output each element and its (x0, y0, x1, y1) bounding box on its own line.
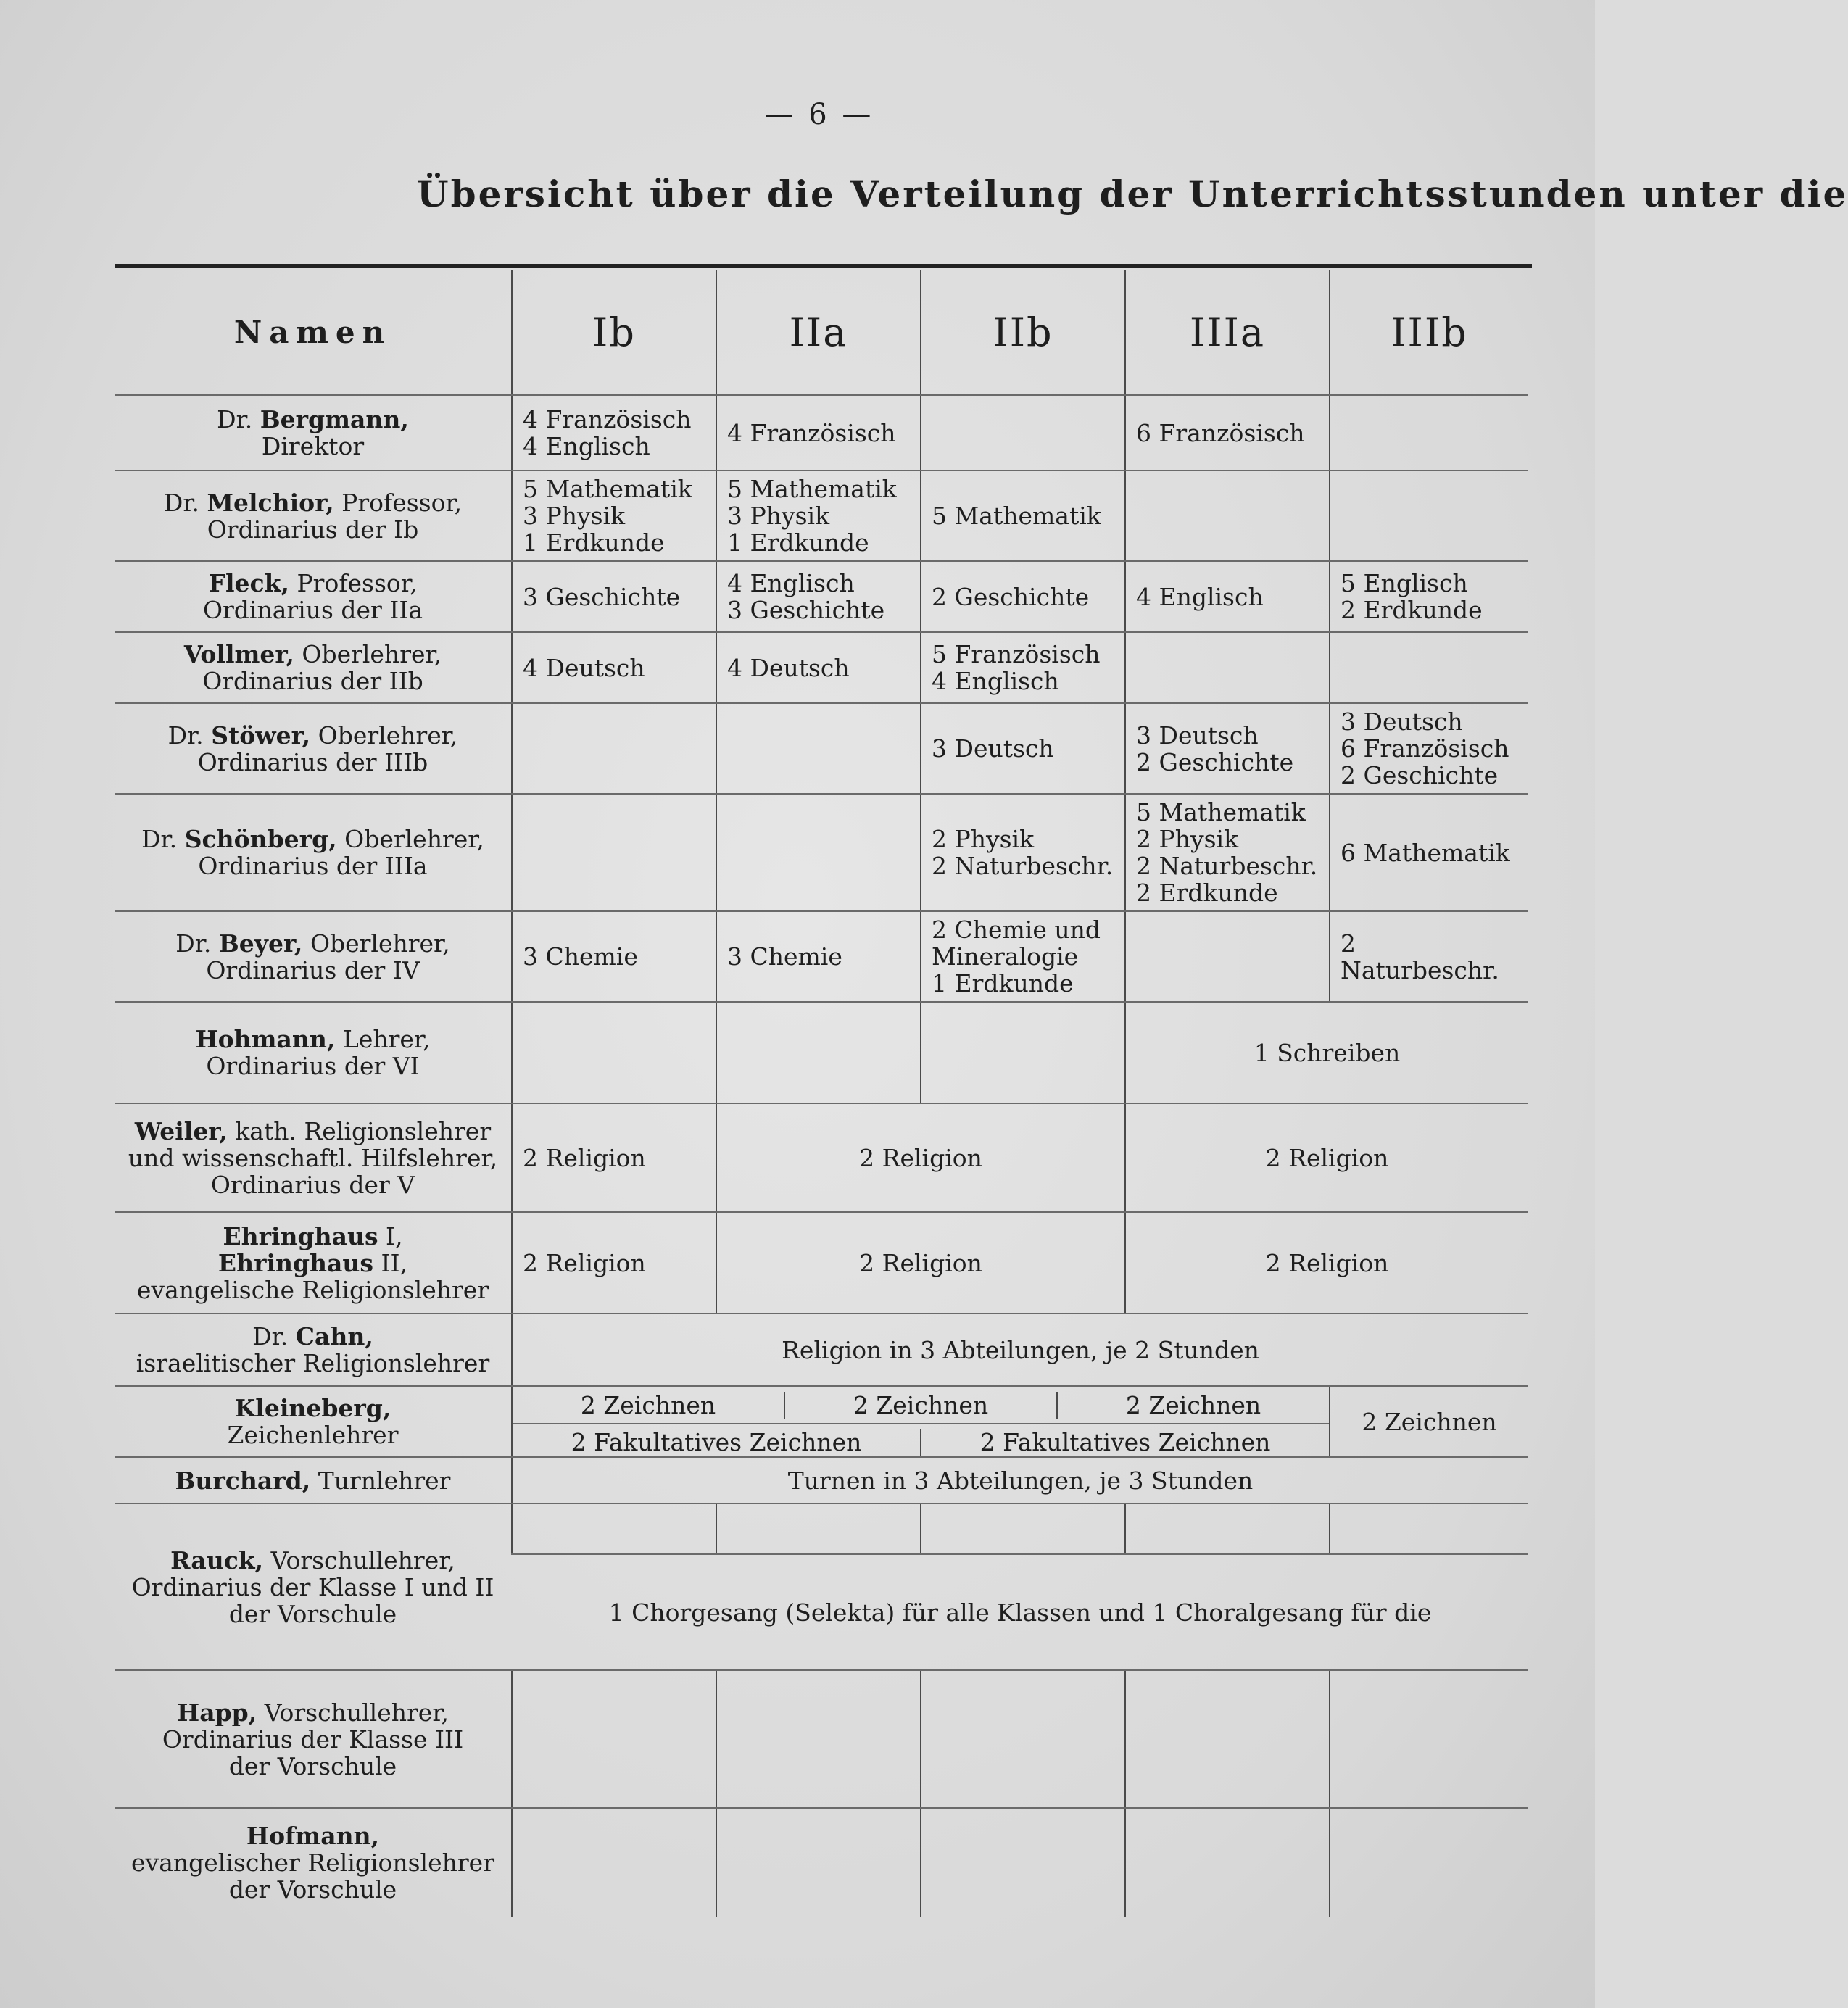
cell-iia (716, 703, 921, 794)
cell-iiia (1125, 1670, 1330, 1808)
cell-iib: 2 Physik 2 Naturbeschr. (921, 794, 1125, 911)
cell-iiib (1330, 632, 1528, 703)
cell-iib: 5 Französisch 4 Englisch (921, 632, 1125, 703)
cell-ib: 2 Religion (512, 1103, 716, 1212)
cell-iiia (1125, 1503, 1330, 1554)
cell-iia-iib: 2 Religion (716, 1103, 1125, 1212)
table-row (115, 1386, 1528, 1457)
cell-iiia-iiib: 2 Religion (1125, 1212, 1528, 1314)
cell-iiia (1125, 1808, 1330, 1917)
page-title: Übersicht über die Verteilung der Unterrichtsstunden unter die (417, 173, 1848, 215)
teacher-name: Burchard, Turnlehrer (115, 1457, 512, 1503)
header-iiia: IIIa (1125, 270, 1330, 395)
cell-iiia-iiib: 1 Schreiben (1125, 1002, 1528, 1103)
top-rule (115, 264, 1532, 268)
cell-iia: 5 Mathematik 3 Physik 1 Erdkunde (716, 470, 921, 561)
cell-ib: 2 Religion (512, 1212, 716, 1314)
teacher-name: Rauck, Vorschullehrer, Ordinarius der Klasse I und II der Vorschule (115, 1503, 512, 1670)
cell-iib (921, 395, 1125, 470)
cell-all-classes: Religion in 3 Abteilungen, je 2 Stunden (512, 1314, 1528, 1386)
table-row (115, 1503, 1528, 1554)
cell-iiib: 6 Mathematik (1330, 794, 1528, 911)
schedule-table (115, 270, 1528, 1917)
cell-iiib (1330, 395, 1528, 470)
cell-iia (716, 1002, 921, 1103)
teacher-name: Hohmann, Lehrer, Ordinarius der VI (115, 1002, 512, 1103)
cell-iiib: 2 Zeichnen (1330, 1386, 1528, 1457)
header-iiib: IIIb (1330, 270, 1528, 395)
cell-iib (921, 1670, 1125, 1808)
cell-iiib (1330, 1808, 1528, 1917)
teacher-name: Dr. Stöwer, Oberlehrer, Ordinarius der IIIb (115, 703, 512, 794)
teacher-name: Weiler, kath. Religionslehrer und wissenschaftl. Hilfslehrer, Ordinarius der V (115, 1103, 512, 1212)
header-iib: IIb (921, 270, 1125, 395)
cell-iiia (1125, 632, 1330, 703)
cell-iib (921, 1002, 1125, 1103)
cell-all-classes: 1 Chorgesang (Selekta) für alle Klassen und 1 Choralgesang für die (512, 1554, 1528, 1670)
cell-iia-iib: 2 Religion (716, 1212, 1125, 1314)
cell-iiia (1125, 470, 1330, 561)
teacher-name: Happ, Vorschullehrer, Ordinarius der Klasse III der Vorschule (115, 1670, 512, 1808)
header-names: Namen (115, 270, 512, 395)
teacher-name: Dr. Melchior, Professor, Ordinarius der Ib (115, 470, 512, 561)
cell-iiib (1330, 470, 1528, 561)
page-number: — 6 — (764, 98, 874, 131)
teacher-name: Fleck, Professor, Ordinarius der IIa (115, 561, 512, 632)
table-row (115, 1103, 1528, 1212)
cell-iib: 2 Geschichte (921, 561, 1125, 632)
cell-iib (921, 1503, 1125, 1554)
cell-ib: 5 Mathematik 3 Physik 1 Erdkunde (512, 470, 716, 561)
teacher-name: Hofmann, evangelischer Religionslehrer der Vorschule (131, 1822, 494, 1904)
table-row (115, 632, 1528, 703)
cell-ib (512, 1670, 716, 1808)
cell-iiia: 5 Mathematik 2 Physik 2 Naturbeschr. 2 Erdkunde (1125, 794, 1330, 911)
cell-iiib: 3 Deutsch 6 Französisch 2 Geschichte (1330, 703, 1528, 794)
teacher-name: Dr. Cahn, israelitischer Religionslehrer (115, 1314, 512, 1386)
cell-iiib: 5 Englisch 2 Erdkunde (1330, 561, 1528, 632)
cell-all-classes: Turnen in 3 Abteilungen, je 3 Stunden (512, 1457, 1528, 1503)
zeichnen-row: 2 Zeichnen 2 Zeichnen 2 Zeichnen (513, 1392, 1329, 1419)
cell-iiib: 2 Naturbeschr. (1330, 911, 1528, 1002)
cell-ib (512, 794, 716, 911)
header-row (115, 270, 1528, 395)
cell-ib (512, 1503, 716, 1554)
table-row (115, 1670, 1528, 1808)
table-row (115, 1808, 1528, 1917)
teacher-name: Ehringhaus I, Ehringhaus II, evangelische Religionslehrer (115, 1212, 512, 1314)
table-row (115, 561, 1528, 632)
cell-iiia-iiib: 2 Religion (1125, 1103, 1528, 1212)
table-row (115, 470, 1528, 561)
cell-iia: 4 Englisch 3 Geschichte (716, 561, 921, 632)
cell-iia (716, 1670, 921, 1808)
teacher-name: Dr. Schönberg, Oberlehrer, Ordinarius der IIIa (115, 794, 512, 911)
cell-iiib (1330, 1503, 1528, 1554)
cell-iia (716, 1808, 921, 1917)
table-row (115, 1212, 1528, 1314)
teacher-name: Kleineberg, Zeichenlehrer (115, 1386, 512, 1457)
teacher-name: Vollmer, Oberlehrer, Ordinarius der IIb (115, 632, 512, 703)
cell-iia (716, 1503, 921, 1554)
table-row (115, 1002, 1528, 1103)
table-row (115, 1457, 1528, 1503)
cell-iiib (1330, 1670, 1528, 1808)
cell-iia (716, 794, 921, 911)
cell-ib (512, 1002, 716, 1103)
cell-iib: 5 Mathematik (921, 470, 1125, 561)
cell-iiia: 6 Französisch (1125, 395, 1330, 470)
cell-iia: 3 Chemie (716, 911, 921, 1002)
cell-ib-iiia (512, 1386, 1330, 1457)
cell-ib (512, 1808, 716, 1917)
header-ib: Ib (512, 270, 716, 395)
cell-ib: 4 Deutsch (512, 632, 716, 703)
table-row (115, 911, 1528, 1002)
table-row (115, 395, 1528, 470)
cell-ib: 3 Chemie (512, 911, 716, 1002)
cell-ib: 3 Geschichte (512, 561, 716, 632)
cell-ib (512, 703, 716, 794)
cell-iib: 2 Chemie und Mineralogie 1 Erdkunde (921, 911, 1125, 1002)
teacher-name: Dr. Bergmann, Direktor (115, 395, 512, 470)
table-row (115, 794, 1528, 911)
cell-iiia: 3 Deutsch 2 Geschichte (1125, 703, 1330, 794)
cell-iiia: 4 Englisch (1125, 561, 1330, 632)
cell-iib (921, 1808, 1125, 1917)
cell-ib: 4 Französisch 4 Englisch (512, 395, 716, 470)
header-iia: IIa (716, 270, 921, 395)
table-row (115, 1314, 1528, 1386)
cell-iib: 3 Deutsch (921, 703, 1125, 794)
cell-iiia (1125, 911, 1330, 1002)
fakultativ-row: 2 Fakultatives Zeichnen 2 Fakultatives Zeichnen (513, 1423, 1329, 1456)
teacher-name: Dr. Beyer, Oberlehrer, Ordinarius der IV (115, 911, 512, 1002)
cell-iia: 4 Deutsch (716, 632, 921, 703)
table-row (115, 703, 1528, 794)
cell-iia: 4 Französisch (716, 395, 921, 470)
